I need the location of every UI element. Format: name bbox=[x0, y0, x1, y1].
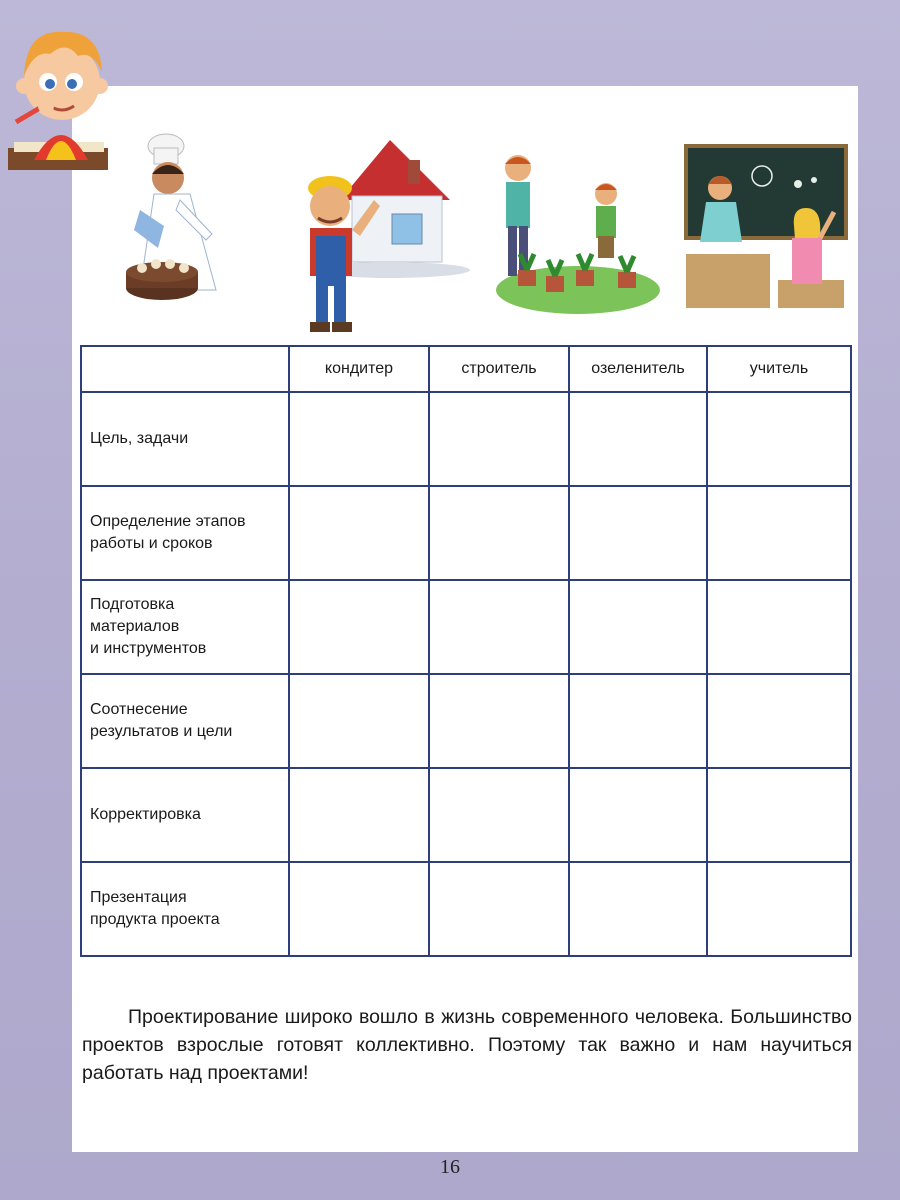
table-cell[interactable] bbox=[707, 674, 851, 768]
table-cell[interactable] bbox=[569, 674, 707, 768]
row-label-line: Соотнесение bbox=[90, 701, 188, 718]
gardeners-illustration bbox=[488, 150, 660, 315]
header-cell-builder: строитель bbox=[429, 346, 569, 392]
table-cell[interactable] bbox=[289, 486, 429, 580]
table-cell[interactable] bbox=[707, 486, 851, 580]
table-row bbox=[81, 768, 851, 862]
closing-paragraph: Проектирование широко вошло в жизнь современного человека. Большинство проектов взрослые готовят коллективно. Поэтому так важно и нам научиться работать над проектами! bbox=[82, 1005, 852, 1084]
row-label bbox=[81, 486, 289, 580]
header-cell-gardener: озеленитель bbox=[569, 346, 707, 392]
row-label-line: Корректировка bbox=[90, 806, 201, 823]
row-label bbox=[81, 580, 289, 674]
table-cell[interactable] bbox=[429, 862, 569, 956]
row-label-line: Презентация bbox=[90, 889, 187, 906]
table-cell[interactable] bbox=[429, 674, 569, 768]
row-label-line: работы и сроков bbox=[90, 535, 213, 552]
projects-table bbox=[80, 345, 852, 957]
row-label-line: Определение этапов bbox=[90, 513, 246, 530]
table-cell[interactable] bbox=[707, 768, 851, 862]
table-cell[interactable] bbox=[707, 392, 851, 486]
row-label bbox=[81, 392, 289, 486]
row-label bbox=[81, 768, 289, 862]
table-row bbox=[81, 392, 851, 486]
table-cell[interactable] bbox=[707, 580, 851, 674]
table-cell[interactable] bbox=[289, 768, 429, 862]
row-label bbox=[81, 674, 289, 768]
row-label-line: и инструментов bbox=[90, 640, 207, 657]
table-cell[interactable] bbox=[289, 862, 429, 956]
table-row bbox=[81, 486, 851, 580]
row-label-line: продукта проекта bbox=[90, 911, 220, 928]
teacher-illustration bbox=[682, 142, 852, 312]
row-label-line: материалов bbox=[90, 618, 180, 635]
builder-illustration bbox=[280, 130, 470, 340]
table-cell[interactable] bbox=[289, 580, 429, 674]
row-label-line: Цель, задачи bbox=[90, 430, 189, 447]
table-cell[interactable] bbox=[429, 486, 569, 580]
row-label-line: Подготовка bbox=[90, 596, 175, 613]
table-cell[interactable] bbox=[569, 392, 707, 486]
page-number: 16 bbox=[440, 1156, 460, 1178]
table-cell[interactable] bbox=[429, 580, 569, 674]
table-cell[interactable] bbox=[289, 392, 429, 486]
table-row bbox=[81, 580, 851, 674]
table-cell[interactable] bbox=[569, 768, 707, 862]
table-row bbox=[81, 862, 851, 956]
table-cell[interactable] bbox=[569, 580, 707, 674]
row-label-line: результатов и цели bbox=[90, 723, 233, 740]
table-cell[interactable] bbox=[569, 862, 707, 956]
row-label bbox=[81, 862, 289, 956]
header-cell bbox=[81, 346, 289, 392]
table-cell[interactable] bbox=[289, 674, 429, 768]
table-cell[interactable] bbox=[707, 862, 851, 956]
table-cell[interactable] bbox=[429, 392, 569, 486]
header-cell-teacher: учитель bbox=[707, 346, 851, 392]
header-cell-confectioner: кондитер bbox=[289, 346, 429, 392]
mascot-boy-illustration bbox=[6, 10, 116, 170]
pastry-chef-illustration bbox=[120, 130, 250, 310]
table-cell[interactable] bbox=[569, 486, 707, 580]
table-cell[interactable] bbox=[429, 768, 569, 862]
table-header-row bbox=[81, 346, 851, 392]
table-row bbox=[81, 674, 851, 768]
